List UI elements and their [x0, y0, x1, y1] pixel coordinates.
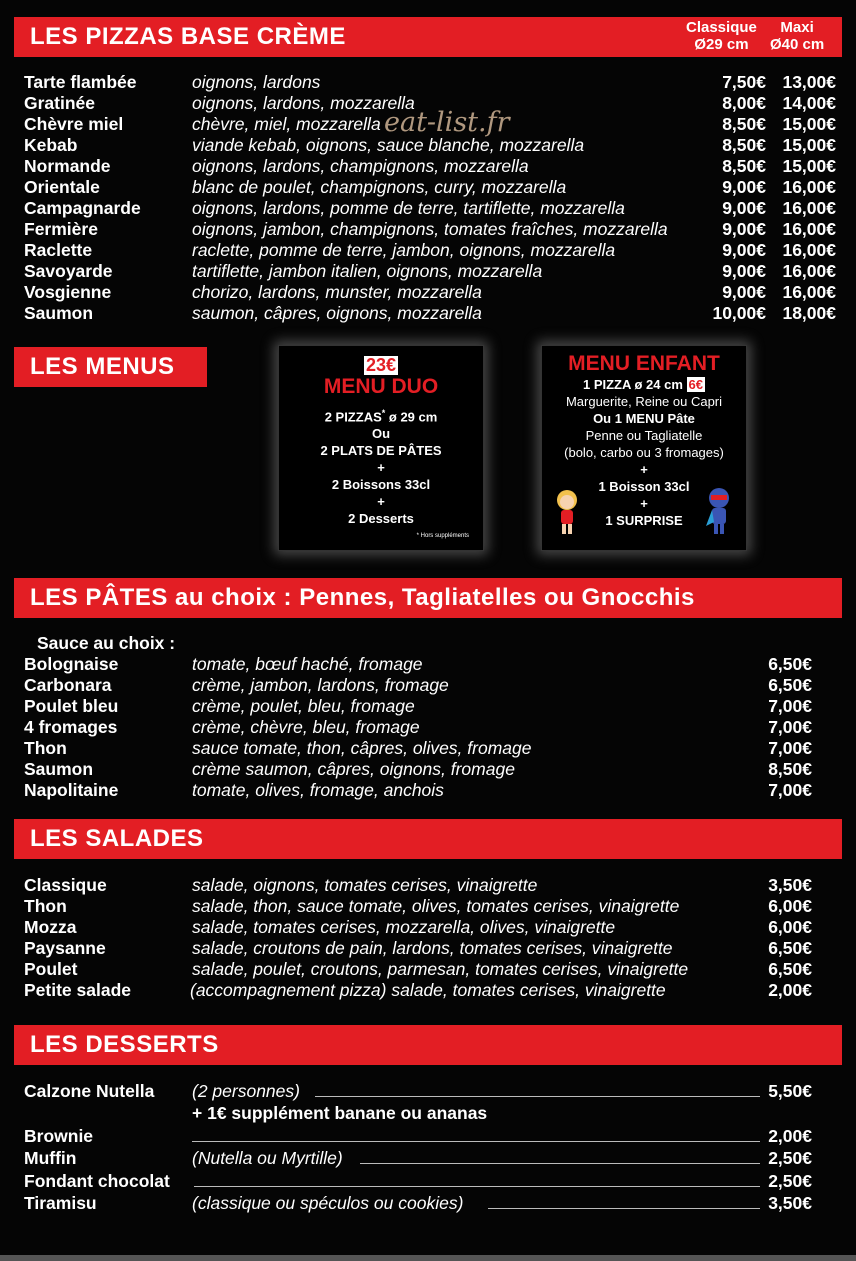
pates-desc: tomate, bœuf haché, fromage: [192, 654, 423, 674]
price-classique: 9,00€: [722, 177, 766, 197]
salade-name: Classique: [24, 875, 107, 895]
pizza-row: [24, 261, 836, 281]
girl-character-icon: [552, 488, 582, 536]
price-maxi: 15,00€: [782, 135, 836, 155]
pates-name: Napolitaine: [24, 780, 119, 800]
pates-price: 7,00€: [768, 780, 812, 800]
menu-enfant-title: MENU ENFANT: [568, 352, 720, 375]
pizza-desc: oignons, lardons: [192, 72, 321, 92]
pizza-row: [24, 156, 836, 176]
price-maxi: 16,00€: [782, 177, 836, 197]
pates-row: [24, 738, 836, 758]
pizza-name: Raclette: [24, 240, 93, 260]
salade-price: 3,50€: [768, 875, 812, 895]
pizza-desc: oignons, lardons, mozzarella: [192, 93, 415, 113]
menu-duo-line2: Ou: [371, 426, 391, 442]
col-classique-label: Classique: [686, 19, 757, 36]
price-maxi: 16,00€: [782, 240, 836, 260]
price-classique: 8,50€: [722, 156, 766, 176]
pizza-desc: tartiflette, jambon italien, oignons, mozzarella: [192, 261, 543, 281]
menu-enfant-line5: (bolo, carbo ou 3 fromages): [564, 445, 724, 460]
pizza-row: [24, 198, 836, 218]
pizza-name: Orientale: [24, 177, 100, 197]
pates-price: 8,50€: [768, 759, 812, 779]
menu-enfant-price: 6€: [688, 377, 704, 392]
pizza-name: Tarte flambée: [24, 72, 137, 92]
pates-price: 6,50€: [768, 654, 812, 674]
price-classique: 7,50€: [722, 72, 766, 92]
price-classique: 8,50€: [722, 135, 766, 155]
salade-price: 6,00€: [768, 896, 812, 916]
price-maxi: 14,00€: [782, 93, 836, 113]
dotted-leader: [192, 1141, 760, 1142]
salade-desc: salade, tomates cerises, mozzarella, olives, vinaigrette: [192, 917, 616, 937]
price-classique: 10,00€: [712, 303, 766, 323]
pizza-row: [24, 240, 836, 260]
salade-desc: salade, croutons de pain, lardons, tomates cerises, vinaigrette: [192, 938, 673, 958]
dessert-row: [24, 1148, 836, 1168]
pates-row: [24, 675, 836, 695]
pizza-desc: oignons, jambon, champignons, tomates fraîches, mozzarella: [192, 219, 668, 239]
salade-row: [24, 896, 836, 916]
menu-enfant-line2: Marguerite, Reine ou Capri: [565, 394, 723, 409]
dessert-supplement: + 1€ supplément banane ou ananas: [192, 1103, 488, 1123]
price-classique: 9,00€: [722, 282, 766, 302]
salade-row: [24, 959, 836, 979]
dessert-desc: (2 personnes): [192, 1081, 300, 1101]
col-maxi-label: Maxi: [780, 19, 814, 36]
salade-desc: (accompagnement pizza) salade, tomates cerises, vinaigrette: [190, 980, 666, 1000]
pates-header: [14, 578, 842, 618]
salade-desc: salade, thon, sauce tomate, olives, tomates cerises, vinaigrette: [192, 896, 680, 916]
dessert-row: [24, 1081, 836, 1101]
pates-row: [24, 654, 836, 674]
pizza-row: [24, 72, 836, 92]
pizza-name: Saumon: [24, 303, 94, 323]
salade-name: Petite salade: [24, 980, 131, 1000]
price-maxi: 15,00€: [782, 114, 836, 134]
menus-header: [14, 347, 207, 387]
menu-duo-line5: 2 Desserts: [348, 511, 414, 527]
pates-desc: crème, chèvre, bleu, fromage: [192, 717, 420, 737]
dessert-row: [24, 1171, 836, 1191]
salade-desc: salade, oignons, tomates cerises, vinaigrette: [192, 875, 538, 895]
menu-duo-plus1: +: [377, 460, 385, 476]
menu-duo-note: * Hors suppléments: [416, 533, 469, 539]
salade-name: Poulet: [24, 959, 78, 979]
pates-desc: sauce tomate, thon, câpres, olives, fromage: [192, 738, 532, 758]
pizza-name: Chèvre miel: [24, 114, 124, 134]
pizza-desc: oignons, lardons, champignons, mozzarella: [192, 156, 529, 176]
pates-price: 7,00€: [768, 738, 812, 758]
pates-name: Poulet bleu: [24, 696, 119, 716]
price-classique: 9,00€: [722, 261, 766, 281]
pizza-desc: viande kebab, oignons, sauce blanche, mozzarella: [192, 135, 585, 155]
pizza-row: [24, 282, 836, 302]
pizza-desc: oignons, lardons, pomme de terre, tartiflette, mozzarella: [192, 198, 625, 218]
pates-subtitle-row: [24, 633, 836, 653]
menu-enfant-plus2: +: [640, 496, 648, 511]
pizza-row: [24, 219, 836, 239]
menu-duo-title: MENU DUO: [323, 375, 439, 398]
salade-price: 6,50€: [768, 959, 812, 979]
pates-name: Carbonara: [24, 675, 112, 695]
price-maxi: 18,00€: [782, 303, 836, 323]
pates-desc: tomate, olives, fromage, anchois: [192, 780, 444, 800]
menu-duo-line1-wrap: [279, 405, 483, 425]
pates-title: LES PÂTES au choix : Pennes, Tagliatelles ou Gnocchis: [30, 584, 695, 611]
dessert-price: 5,50€: [768, 1081, 812, 1101]
dessert-name: Fondant chocolat: [24, 1171, 170, 1191]
salade-desc: salade, poulet, croutons, parmesan, tomates cerises, vinaigrette: [192, 959, 689, 979]
pates-name: Saumon: [24, 759, 94, 779]
boy-character-icon: [704, 486, 734, 536]
pates-name: 4 fromages: [24, 717, 118, 737]
col-classique-size: Ø29 cm: [694, 36, 749, 53]
pizza-desc: saumon, câpres, oignons, mozzarella: [192, 303, 482, 323]
menu-enfant-line1-wrap: [542, 376, 746, 393]
dessert-desc: (classique ou spéculos ou cookies): [192, 1193, 464, 1213]
salades-title: LES SALADES: [30, 825, 204, 852]
pates-desc: crème, poulet, bleu, fromage: [192, 696, 415, 716]
salade-price: 2,00€: [768, 980, 812, 1000]
menu-duo-star: *: [381, 408, 386, 418]
salade-row: [24, 938, 836, 958]
pates-name: Thon: [24, 738, 67, 758]
pates-desc: crème saumon, câpres, oignons, fromage: [192, 759, 515, 779]
menu-enfant-line7: 1 SURPRISE: [605, 513, 683, 528]
dessert-supplement-row: [24, 1103, 836, 1123]
pates-row: [24, 780, 836, 800]
pates-name: Bolognaise: [24, 654, 119, 674]
dessert-row: [24, 1126, 836, 1146]
dessert-desc: (Nutella ou Myrtille): [192, 1148, 343, 1168]
dotted-leader: [360, 1163, 760, 1164]
price-maxi: 16,00€: [782, 282, 836, 302]
menu-duo-price: 23€: [365, 355, 397, 375]
price-maxi: 15,00€: [782, 156, 836, 176]
menu-duo-line3: 2 PLATS DE PÂTES: [320, 443, 442, 459]
pizza-name: Gratinée: [24, 93, 95, 113]
pizza-row: [24, 177, 836, 197]
watermark: eat-list.fr: [384, 107, 510, 138]
menu-enfant-card: [541, 345, 747, 551]
pates-price: 6,50€: [768, 675, 812, 695]
menu-enfant-line1: 1 PIZZA ø 24 cm: [582, 377, 683, 392]
pizza-name: Savoyarde: [24, 261, 113, 281]
salade-name: Thon: [24, 896, 67, 916]
pizza-desc: chorizo, lardons, munster, mozzarella: [192, 282, 482, 302]
pates-row: [24, 717, 836, 737]
pizzas-title: LES PIZZAS BASE CRÈME: [30, 23, 346, 50]
col-classique: [686, 19, 757, 53]
menu-enfant-plus1: +: [640, 462, 648, 477]
pates-price: 7,00€: [768, 696, 812, 716]
dotted-leader: [315, 1096, 760, 1097]
menus-title: LES MENUS: [30, 353, 175, 380]
price-classique: 8,50€: [722, 114, 766, 134]
salade-row: [24, 917, 836, 937]
menu-duo-line1b: ø 29 cm: [385, 409, 438, 425]
pizza-desc: chèvre, miel, mozzarella: [192, 114, 381, 134]
menu-duo-plus2: +: [377, 494, 385, 510]
menu-enfant-line4: Penne ou Tagliatelle: [585, 428, 703, 443]
dessert-name: Muffin: [24, 1148, 77, 1168]
pizza-name: Normande: [24, 156, 111, 176]
salade-price: 6,00€: [768, 917, 812, 937]
pizza-name: Vosgienne: [24, 282, 112, 302]
pizza-desc: blanc de poulet, champignons, curry, mozzarella: [192, 177, 567, 197]
dessert-row: [24, 1193, 836, 1213]
pizza-name: Kebab: [24, 135, 78, 155]
dessert-price: 2,00€: [768, 1126, 812, 1146]
salade-row: [24, 875, 836, 895]
menu-duo-line1: 2 PIZZAS: [324, 409, 382, 425]
pates-subtitle: Sauce au choix :: [37, 633, 176, 653]
salade-price: 6,50€: [768, 938, 812, 958]
dessert-price: 3,50€: [768, 1193, 812, 1213]
dessert-name: Tiramisu: [24, 1193, 97, 1213]
salade-name: Mozza: [24, 917, 77, 937]
menu-duo-line4: 2 Boissons 33cl: [331, 477, 431, 493]
pizza-row: [24, 135, 836, 155]
pizzas-header: [14, 17, 842, 57]
menu-enfant-line3: Ou 1 MENU Pâte: [593, 411, 695, 426]
dessert-price: 2,50€: [768, 1148, 812, 1168]
pates-row: [24, 696, 836, 716]
pates-price: 7,00€: [768, 717, 812, 737]
col-maxi-size: Ø40 cm: [770, 36, 825, 53]
price-classique: 9,00€: [722, 240, 766, 260]
menu-enfant-line6: 1 Boisson 33cl: [598, 479, 690, 494]
pizza-name: Campagnarde: [24, 198, 141, 218]
pizza-name: Fermière: [24, 219, 98, 239]
price-maxi: 16,00€: [782, 219, 836, 239]
salade-name: Paysanne: [24, 938, 106, 958]
price-maxi: 16,00€: [782, 198, 836, 218]
desserts-title: LES DESSERTS: [30, 1031, 219, 1058]
dessert-price: 2,50€: [768, 1171, 812, 1191]
pizza-row: [24, 303, 836, 323]
salades-header: [14, 819, 842, 859]
price-classique: 8,00€: [722, 93, 766, 113]
price-maxi: 16,00€: [782, 261, 836, 281]
col-maxi: [770, 19, 824, 53]
menu-duo-card: [278, 345, 484, 551]
salade-row: [24, 980, 836, 1000]
price-classique: 9,00€: [722, 198, 766, 218]
price-maxi: 13,00€: [782, 72, 836, 92]
pizza-desc: raclette, pomme de terre, jambon, oignons, mozzarella: [192, 240, 616, 260]
dotted-leader: [488, 1208, 760, 1209]
dessert-name: Brownie: [24, 1126, 94, 1146]
desserts-header: [14, 1025, 842, 1065]
pates-desc: crème, jambon, lardons, fromage: [192, 675, 449, 695]
price-classique: 9,00€: [722, 219, 766, 239]
dessert-name: Calzone Nutella: [24, 1081, 155, 1101]
bottom-strip: [0, 1255, 856, 1261]
dotted-leader: [194, 1186, 760, 1187]
pates-row: [24, 759, 836, 779]
